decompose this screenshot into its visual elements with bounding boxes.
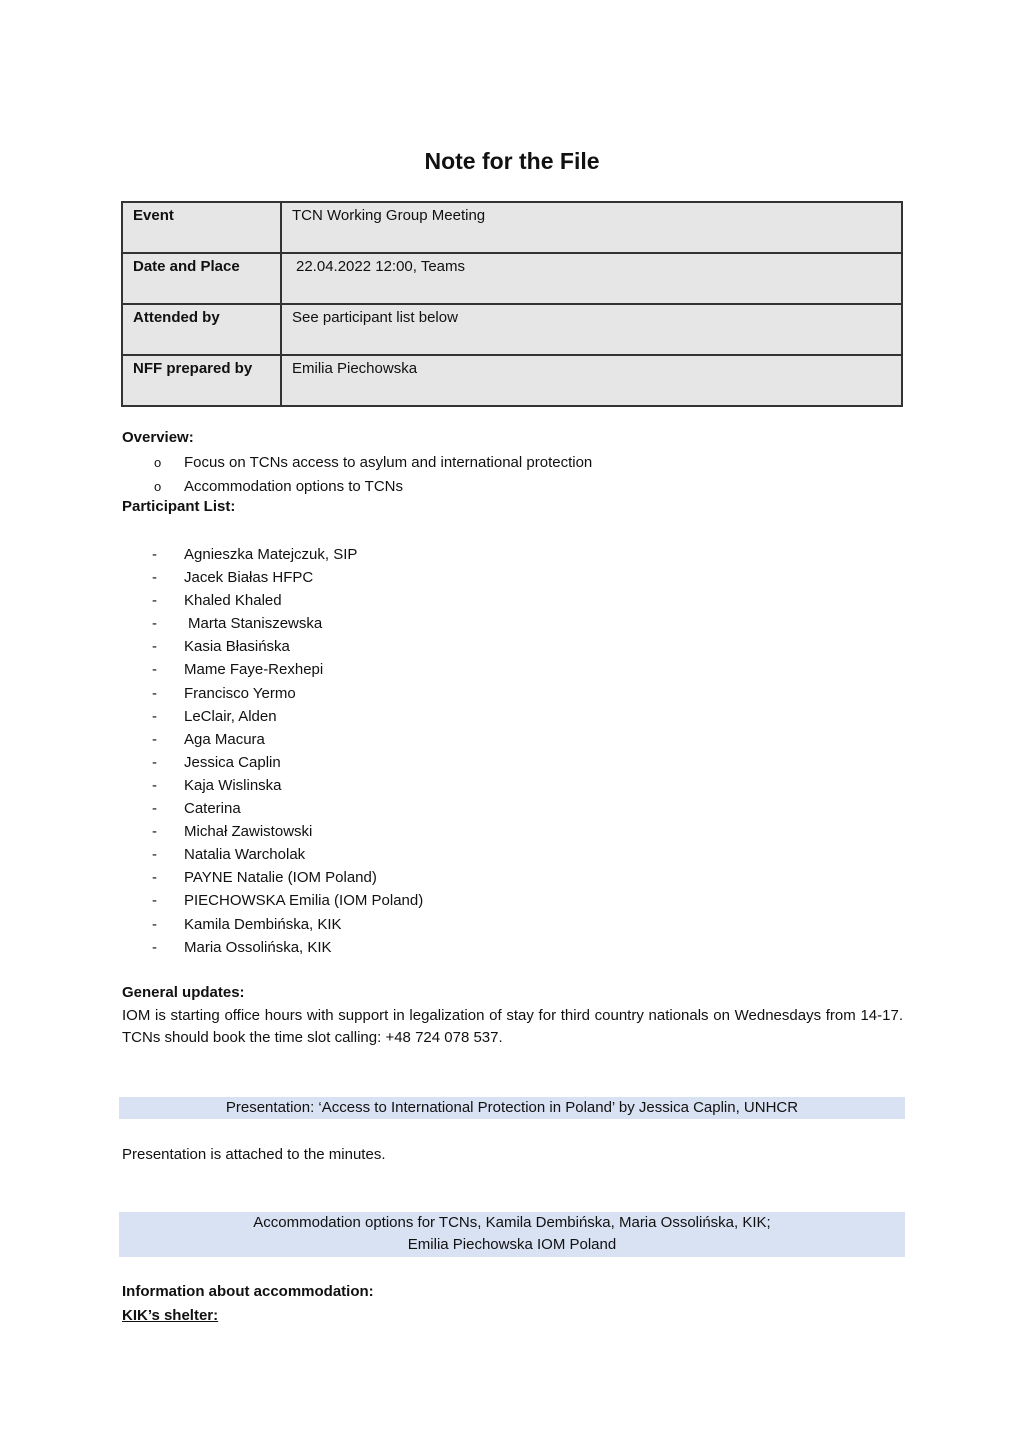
- list-item: [122, 936, 423, 959]
- kik-shelter-heading: KIK’s shelter:: [122, 1307, 219, 1324]
- participant-name: PAYNE Natalie (IOM Poland): [184, 869, 377, 887]
- meta-row-date: [122, 253, 902, 304]
- participant-name: Khaled Khaled: [184, 592, 282, 610]
- list-item: [122, 820, 423, 843]
- dash-marker: -: [152, 569, 157, 587]
- overview-heading: Overview:: [122, 429, 194, 446]
- date-value: 22.04.2022 12:00, Teams: [281, 253, 902, 304]
- list-item: [122, 913, 423, 936]
- event-value: TCN Working Group Meeting: [281, 202, 902, 253]
- meta-row-event: [122, 202, 902, 253]
- general-updates-text: IOM is starting office hours with support in legalization of stay for third country nationals on Wednesdays from 14-17. TCNs should book the time slot calling: +48 724 078 537.: [122, 1007, 903, 1046]
- dash-marker: -: [152, 730, 157, 748]
- dash-marker: -: [152, 938, 157, 956]
- bullet-marker: o: [154, 455, 162, 470]
- participant-name: Kasia Błasińska: [184, 638, 290, 656]
- list-item: [122, 475, 592, 499]
- dash-marker: -: [152, 823, 157, 841]
- accommodation-band-line-1: Accommodation options for TCNs, Kamila Dembińska, Maria Ossolińska, KIK;: [253, 1214, 771, 1231]
- presentation-band: Presentation: ‘Access to International Protection in Poland’ by Jessica Caplin, UNHCR: [119, 1097, 905, 1119]
- list-item: [122, 705, 423, 728]
- list-item: [122, 728, 423, 751]
- participant-name: Aga Macura: [184, 730, 265, 748]
- list-item: [122, 843, 423, 866]
- list-item: [122, 751, 423, 774]
- list-item: [122, 866, 423, 889]
- dash-marker: -: [152, 915, 157, 933]
- dash-marker: -: [152, 592, 157, 610]
- participant-name: Michał Zawistowski: [184, 823, 313, 841]
- dash-marker: -: [152, 800, 157, 818]
- list-item: [122, 589, 423, 612]
- dash-marker: -: [152, 638, 157, 656]
- bullet-marker: o: [154, 479, 162, 494]
- meta-row-attended: [122, 304, 902, 355]
- dash-marker: -: [152, 869, 157, 887]
- list-item: [122, 635, 423, 658]
- participant-name: Agnieszka Matejczuk, SIP: [184, 546, 358, 563]
- general-updates-heading: General updates:: [122, 984, 245, 1001]
- meta-table: [121, 201, 903, 407]
- participant-name: Marta Staniszewska: [188, 615, 323, 633]
- dash-marker: -: [152, 684, 157, 702]
- list-item: [122, 566, 423, 589]
- accommodation-info-heading: Information about accommodation:: [122, 1283, 374, 1300]
- dash-marker: -: [152, 707, 157, 725]
- meta-row-prepared: [122, 355, 902, 406]
- accommodation-band-line-2: Emilia Piechowska IOM Poland: [407, 1236, 617, 1253]
- participant-name: Jessica Caplin: [184, 753, 281, 771]
- participant-list-heading: Participant List:: [122, 498, 236, 515]
- presentation-text: Presentation is attached to the minutes.: [122, 1146, 386, 1163]
- list-item: [122, 889, 423, 912]
- participant-list: [122, 543, 423, 959]
- accommodation-band: [119, 1212, 905, 1257]
- participant-name: Caterina: [184, 800, 241, 818]
- participant-name: Kaja Wislinska: [184, 776, 282, 794]
- dash-marker: -: [152, 615, 157, 633]
- participant-name: Kamila Dembińska, KIK: [184, 915, 342, 933]
- list-item: [122, 774, 423, 797]
- dash-marker: -: [152, 846, 157, 864]
- prepared-value: Emilia Piechowska: [281, 355, 902, 406]
- list-item: [122, 451, 592, 475]
- attended-value: See participant list below: [281, 304, 902, 355]
- list-item: [122, 682, 423, 705]
- participant-name: Natalia Warcholak: [184, 846, 306, 864]
- prepared-label: NFF prepared by: [122, 355, 281, 406]
- dash-marker: -: [152, 753, 157, 771]
- participant-name: Jacek Białas HFPC: [184, 569, 314, 587]
- dash-marker: -: [152, 776, 157, 794]
- list-item: [122, 612, 423, 635]
- list-item: [122, 797, 423, 820]
- overview-list: [122, 451, 592, 499]
- attended-label: Attended by: [122, 304, 281, 355]
- event-label: Event: [122, 202, 281, 253]
- participant-name: Mame Faye-Rexhepi: [184, 661, 324, 679]
- overview-item-text: Accommodation options to TCNs: [184, 478, 403, 495]
- list-item: [122, 543, 423, 566]
- date-label: Date and Place: [122, 253, 281, 304]
- participant-name: Maria Ossolińska, KIK: [184, 938, 332, 956]
- participant-name: PIECHOWSKA Emilia (IOM Poland): [184, 892, 424, 910]
- participant-name: LeClair, Alden: [184, 707, 277, 725]
- dash-marker: -: [152, 892, 157, 910]
- page-title: Note for the File: [424, 148, 600, 174]
- overview-item-text: Focus on TCNs access to asylum and international protection: [184, 454, 593, 471]
- dash-marker: -: [152, 661, 157, 679]
- dash-marker: -: [152, 546, 157, 563]
- list-item: [122, 658, 423, 681]
- participant-name: Francisco Yermo: [184, 684, 296, 702]
